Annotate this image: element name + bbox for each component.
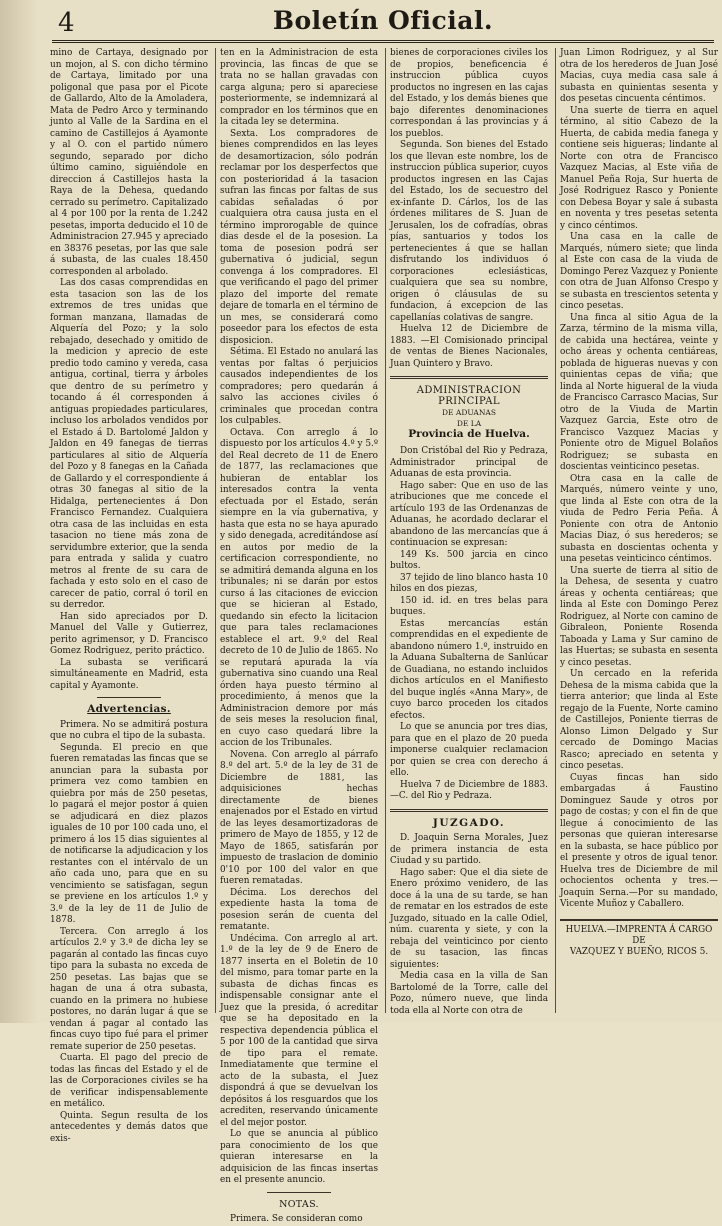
paragraph: Una finca al sitio Agua de la Zarza, término de la misma villa, de cabida una hectárea, veinte y ocho áreas y ochenta centiáreas, poblada de higueras nuevas y con quinientas cepas de viña; que linda al Norte higueral de la viuda de Francisco Carrasco Macias, Sur otro de la Viuda de Martin Vazquez Garcia, Este otro de Francisco Vazquez Macias y Poniente otro de Miguel Bolaños Rodriguez; se subasta en doscientas veinticinco pesetas. <box>560 312 718 472</box>
section-title-juzgado: JUZGADO. <box>432 816 506 829</box>
paragraph: Huelva 7 de Diciembre de 1883. —C. del Rio y Pedraza. <box>390 779 548 801</box>
text-columns <box>50 48 718 1224</box>
paragraph: Una suerte de tierra en aquel término, al sitio Cabezo de la Huerta, de cabida media fanega y contiene seis higueras; lindante al Norte con otra de Francisco Vazquez Macias, al Este viña de Manuel Peña Roja, Sur huerta de José Rodriguez Rasco y Poniente con Debesa Boyar y sale á subasta en noventa y tres pesetas setenta y cinco céntimos. <box>560 105 718 231</box>
heading-line: ADMINISTRACION PRINCIPAL <box>416 385 522 407</box>
paragraph: Juan Limon Rodriguez, y al Sur otra de los herederos de Juan José Macias, cuya media casa sale á subasta en quinientas sesenta y dos pesetas cincuenta céntimos. <box>560 48 718 104</box>
section-separator <box>390 376 548 379</box>
paragraph: Cuyas fincas han sido embargadas á Faustino Dominguez Saude y otros por pago de costas; y con el fin de que llegue á conocimiento de las personas que quieran interesarse en la subasta, se hace público por el presente y otros de igual tenor. Huelva tres de Diciembre de mil ochocientos ochenta y tres.—Joaquin Serna.—Por su mandado, Vicente Muñoz y Caballero. <box>560 772 718 909</box>
paragraph: Primera. Se consideran como <box>230 1214 363 1224</box>
paragraph: Lo que se anuncia por tres dias, para que en el plazo de 20 pueda imponerse cualquier reclamacion por quien se crea con derecho á ello. <box>390 722 548 778</box>
paragraph: Cuarta. El pago del precio de todas las fincas del Estado y el de las de Corporaciones civiles se ha de verificar indispensablemente en metálico. <box>50 1053 208 1109</box>
paragraph: Estas mercancías están comprendidas en el expediente de abandono número 1.º, instruido en la Aduana Subalterna de Sanlúcar de Guadiana, no estando incluidos dichos artículos en el Manifiesto del buque inglés «Anna Mary», de cuyo barco proceden los citados efectos. <box>390 618 548 721</box>
paragraph: Una suerte de tierra al sitio de la Dehesa, de sesenta y cuatro áreas y ochenta centiáreas; que linda al Este con Domingo Perez Rodriguez, al Norte con camino de Gibraleon, Poniente Rosenda Taboada y Lama y Sur camino de las Huertas; se subasta en sesenta y cinco pesetas. <box>560 565 718 668</box>
list-item: 150 id. id. en tres belas para buques. <box>390 595 548 617</box>
paragraph: La subasta se verificará simultáneamente en Madrid, esta capital y Ayamonte. <box>50 657 208 691</box>
page-header <box>52 6 714 43</box>
paragraph: Undécima. Con arreglo al art. 1.º de la ley de 9 de Enero de 1877 inserta en el Boletin de 10 del mismo, para tomar parte en la subasta de dichas fincas es indispensable consignar ante el Juez que la presida, ó acreditar que se ha depositado en la respectiva dependencia pública el 5 por 100 de la cantidad que sirva de tipo para el remate. Inmediatamente que termine el acto de la subasta, el Juez dispondrá á que se devuelvan los depósitos á los resguardos que los acrediten, reservando únicamente el del mejor postor. <box>220 933 378 1128</box>
paragraph: bienes de corporaciones civiles los de propios, beneficencia é instruccion pública cuyos productos no ingresen en las cajas del Estado, y los demás bienes que bajo diferentes denominaciones correspondan á las provincias y á los pueblos. <box>390 48 548 139</box>
column-rule <box>385 48 386 1013</box>
paragraph: D. Joaquin Serna Morales, Juez de primera instancia de esta Ciudad y su partido. <box>390 833 548 866</box>
customs-heading <box>390 385 548 440</box>
paragraph: Hago saber: Que en uso de las atribuciones que me concede el artículo 193 de las Ordenanzas de Aduanas, he acordado declarar el abandono de las mercancías que á continuacion se expresan: <box>390 480 548 548</box>
paragraph: Novena. Con arreglo al párrafo 8.º del art. 5.º de la ley de 31 de Diciembre de 1881, las adquisiciones hechas directamente de bienes enajenados por el Estado en virtud de las leyes desamortizadoras de primero de Mayo de 1855, y 12 de Mayo de 1865, satisfarán por impuesto de traslacion de dominio 0'10 por 100 del valor en que fueren rematadas. <box>220 749 378 886</box>
page-number: 4 <box>58 8 75 38</box>
paragraph: Hago saber: Que el dia siete de Enero próximo venidero, de las doce á la una de su tarde, se han de rematar en los estrados de este Juzgado, situado en la calle Odiel, núm. cuarenta y siete, y con la rebaja del veinticinco por ciento de su tasacion, las fincas siguientes: <box>390 867 548 970</box>
paragraph: Octava. Con arreglo á lo dispuesto por los artículos 4.º y 5.º del Real decreto de 11 de Enero de 1877, las reclamaciones que hubieran de entablar los interesados contra la venta efectuada por el Estado, serán siempre en la vía gubernativa, y hasta que esta no se haya apurado y sido denegada, acreditándose así en autos por medio de la certificacion correspondiente, no se admitirá demanda alguna en los tribunales; ni se darán por estos curso á las citaciones de eviccion que se hicieran al Estado, quedando sin efecto la licitacion que para tales reclamaciones establece el art. 9.º del Real decreto de 10 de Julio de 1865. No se reputará apurada la vía gubernativa sino cuando una Real órden haya puesto término al procedimiento, á menos que la Administracion demore por más de seis meses la resolucion final, en cuyo caso quedará libre la accion de los Tribunales. <box>220 427 378 748</box>
heading-line: DE LA <box>456 419 482 428</box>
list-item: 37 tejido de lino blanco hasta 10 hilos en dos piezas, <box>390 572 548 594</box>
section-separator <box>390 809 548 812</box>
column-1 <box>50 48 208 1144</box>
heading-line: Provincia de Huelva. <box>408 428 530 440</box>
paragraph: Décima. Los derechos del expediente hasta la toma de posesion serán de cuenta del rematante. <box>220 887 378 932</box>
paragraph: Quinta. Segun resulta de los antecedentes y demás datos que exis- <box>50 1110 208 1144</box>
paragraph: Segunda. El precio en que fueren rematadas las fincas que se anuncian para la subasta por primera vez como tambien en quiebra por más de 250 pesetas, lo pagará el mejor postor á quien se adjudicará en diez plazos iguales de 10 por 100 cada uno, el primero á los 15 dias siguientes al de notificarse la adjudicacion y los restantes con el intérvalo de un año cada uno, para que en su vencimiento se satisfagan, segun se previene en los artículos 1.º y 3.º de la ley de 11 de Julio de 1878. <box>50 742 208 925</box>
column-3 <box>390 48 548 1018</box>
divider <box>97 697 160 698</box>
paragraph: mino de Cartaya, designado por un mojon, al S. con dicho término de Cartaya, limitado por una poligonal que pasa por el Picote de Gallardo, Alto de la Amoladera, Mata de Pedro Arco y terminando junto al Valle de la Sardina en el camino de Castillejos á Ayamonte y al O. con el partido número segundo, separado por dicho último camino, siguiéndole en direccion á Castillejos hasta la Raya de la Dehesa, quedando cerrado su perímetro. Capitalizado al 4 por 100 por la renta de 1.242 pesetas, importa deducido el 10 de Administracion 27.945 y apreciado en 38376 pesetas, por las que sale á subasta, de las cuales 18.450 corresponden al arbolado. <box>50 48 208 277</box>
section-title-notas: NOTAS. <box>279 1198 319 1210</box>
divider <box>267 1192 330 1193</box>
paragraph: Otra casa en la calle de Marqués, número veinte y uno, que linda al Este con otra de la viuda de Pedro Feria Peña. Á Poniente con otra de Antonio Macias Diaz, ó sus herederos; se subasta en doscientas ochenta y una pesetas veinticinco céntimos. <box>560 473 718 564</box>
paragraph: Las dos casas comprendidas en esta tasacion son las de los extremos de tres unidas que forman manzana, llamadas de Alquería del Pozo; y la solo rebajado, desechado y omitido de la medicion y aprecio de este predio todo camino y vereda, casa antigua, cortinal, tierra y árboles que dentro de su perímetro y tocando á él corresponden á antiguas propiedades particulares, incluso los arbolados vendidos por el Estado á D. Bartolomé Jaldon y Jaldon en 49 fanegas de tierras particulares al sitio de Alquería del Pozo y 8 fanegas en la Cañada de Gallardo y el correspondiente á otras 30 fanegas al sitio de la Hidalga, pertenecientes á Don Francisco Fernandez. Cualquiera otra casa de las incluidas en esta tasacion no tiene más zona de servidumbre exterior, que la senda para entrada y salida y cuatro metros al frente de su cara de fachada y esto solo en el caso de carecer de patio, corral ó toril en su derredor. <box>50 278 208 610</box>
paragraph: Lo que se anuncia al público para conocimiento de los que quieran interesarse en la adquisicion de las fincas insertas en el presente anuncio. <box>220 1129 378 1185</box>
paragraph: Media casa en la villa de San Bartolomé de la Torre, calle del Pozo, número nueve, que linda toda ella al Norte con otra de <box>390 971 548 1016</box>
column-rule <box>555 48 556 1013</box>
paragraph: Sexta. Los compradores de bienes comprendidos en las leyes de desamortizacion, sólo podrán reclamar por los desperfectos que con posterioridad á la tasacion sufran las fincas por faltas de sus cabidas señaladas ó por cualquiera otra causa justa en el término improrogable de quince dias desde el de la posesion. La toma de posesion podrá ser gubernativa ó judicial, segun convenga á los compradores. El que verificando el pago del primer plazo del importe del remate dejare de tomarla en el término de un mes, se considerará como poseedor para los efectos de esta disposicion. <box>220 128 378 346</box>
heading-line: DE ADUANAS <box>442 408 496 417</box>
paragraph: ten en la Administracion de esta provincia, las fincas de que se trata no se hallan gravadas con carga alguna; pero si apareciese posteriormente, se indemnizará al comprador en los términos que en la citada ley se determina. <box>220 48 378 127</box>
paragraph: Han sido apreciados por D. Manuel del Valle y Gutierrez, perito agrimensor, y D. Francisco Gomez Rodriguez, perito práctico. <box>50 611 208 656</box>
imprint-line: VAZQUEZ Y BUEÑO, RICOS 5. <box>569 946 709 957</box>
section-title-advertencias: Advertencias. <box>87 703 171 715</box>
masthead-title: Boletín Oficial. <box>272 6 494 35</box>
paragraph: Tercera. Con arreglo á los artículos 2.º y 3.º de dicha ley se pagarán al contado las fincas cuyo tipo para la subasta no exceda de 250 pesetas. Las bajas que se hagan de una á otra subasta, cuando en la primera no hubiese postores, no darán lugar á que se vendan á pagar al contado las fincas cuyo tipo fué para el primer remate superior de 250 pesetas. <box>50 926 208 1052</box>
column-rule <box>215 48 216 1013</box>
paragraph: Sétima. El Estado no anulará las ventas por faltas ó perjuicios causados independientes de los compradores; pero quedarán á salvo las acciones civiles ó criminales que procedan contra los culpables. <box>220 347 378 426</box>
paragraph: Huelva 12 de Diciembre de 1883. —El Comisionado principal de ventas de Bienes Nacionales, Juan Quintero y Bravo. <box>390 324 548 369</box>
paragraph: Segunda. Son bienes del Estado los que llevan este nombre, los de instruccion pública superior, cuyos productos ingresen en las Cajas del Estado, los de secuestro del ex-infante D. Cárlos, los de las órdenes militares de S. Juan de Jerusalen, los de cofradías, obras pías, santuarios y todos los pertenecientes á que se hallan disfrutando los individuos ó corporaciones eclesiásticas, cualquiera que sea su nombre, origen ó cláusulas de su fundacion, á excepcion de las capellanías colativas de sangre. <box>390 140 548 323</box>
imprint-line: HUELVA.—IMPRENTA Á CARGO DE <box>565 924 713 946</box>
printer-imprint <box>560 919 718 958</box>
list-item: 149 Ks. 500 jarcia en cinco bultos. <box>390 549 548 571</box>
column-2 <box>220 48 378 1224</box>
paragraph: Una casa en la calle de Marqués, número siete; que linda al Este con casa de la viuda de Domingo Perez Vazquez y Poniente con otra de Juan Alfonso Crespo y se subasta en trescientos setenta y cinco pesetas. <box>560 232 718 311</box>
paragraph: Un cercado en la referida Dehesa de la misma cabida que la tierra anterior; que linda al Este regajo de la Fuente, Norte camino de Castillejos, Poniente tierras de Alonso Limon Delgado y Sur cercado de Domingo Macias Rasco; apreciado en setenta y cinco pesetas. <box>560 669 718 771</box>
column-4 <box>560 48 718 1018</box>
paragraph: Primera. No se admitirá postura que no cubra el tipo de la subasta. <box>50 719 208 741</box>
paragraph: Don Cristóbal del Rio y Pedraza, Administrador principal de Aduanas de esta provincia. <box>390 446 548 479</box>
